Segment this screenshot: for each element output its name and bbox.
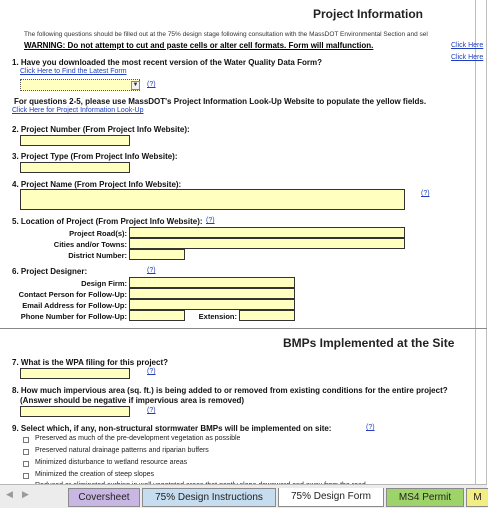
tab-coversheet[interactable]: Coversheet — [68, 488, 140, 507]
email-address-label: Email Address for Follow-Up: — [22, 301, 127, 310]
help-icon-q6[interactable]: (?) — [147, 267, 156, 274]
cities-towns-field[interactable] — [129, 238, 405, 249]
help-icon-q9[interactable]: (?) — [366, 424, 375, 431]
wpa-filing-field[interactable] — [20, 368, 130, 379]
tab-ms4-permit[interactable]: MS4 Permit — [386, 488, 464, 507]
tab-75-design-form[interactable]: 75% Design Form — [278, 488, 384, 507]
bmp-option-checkbox[interactable] — [23, 449, 29, 455]
question-5-label: 5. Location of Project (From Project Info Website): — [12, 217, 203, 226]
section-divider — [0, 328, 487, 329]
click-here-link-1[interactable]: Click Here — [451, 42, 484, 49]
impervious-area-field[interactable] — [20, 406, 130, 417]
contact-person-field[interactable] — [129, 288, 295, 299]
project-name-field[interactable] — [20, 189, 405, 210]
click-here-link-2[interactable]: Click Here — [451, 54, 484, 61]
extension-label: Extension: — [198, 312, 237, 321]
cities-towns-label: Cities and/or Towns: — [53, 240, 127, 249]
page-title: Project Information — [313, 7, 424, 21]
download-answer-dropdown[interactable] — [20, 79, 140, 91]
question-3-label: 3. Project Type (From Project Info Website): — [12, 152, 178, 161]
project-number-field[interactable] — [20, 135, 130, 146]
question-9-label: 9. Select which, if any, non-structural stormwater BMPs will be implemented on site: — [12, 424, 332, 433]
bmp-option-label: Minimized the creation of steep slopes — [35, 471, 155, 478]
design-firm-label: Design Firm: — [81, 279, 127, 288]
column-divider — [486, 0, 487, 484]
instructions-q2-5: For questions 2-5, please use MassDOT's Project Information Look-Up Website to populate the yellow fields. — [14, 97, 427, 106]
question-6-label: 6. Project Designer: — [12, 267, 88, 276]
warning-text: WARNING: Do not attempt to cut and paste cells or alter cell formats. Form will malfunction. — [24, 41, 374, 50]
project-type-field[interactable] — [20, 162, 130, 173]
extension-field[interactable] — [239, 310, 295, 321]
tab-m[interactable]: M — [466, 488, 488, 507]
question-2-label: 2. Project Number (From Project Info Website): — [12, 125, 190, 134]
bmps-section-title: BMPs Implemented at the Site — [283, 336, 455, 350]
intro-text: The following questions should be filled out at the 75% design stage following consultation with the MassDOT Environmental Section and sel — [24, 31, 428, 38]
help-icon-q7[interactable]: (?) — [147, 368, 156, 375]
bmp-option-checkbox[interactable] — [23, 473, 29, 479]
help-icon-q4[interactable]: (?) — [421, 190, 430, 197]
email-address-field[interactable] — [129, 299, 295, 310]
question-8-note: (Answer should be negative if impervious area is removed) — [20, 396, 245, 405]
question-7-label: 7. What is the WPA filing for this project? — [12, 358, 168, 367]
question-1-label: 1. Have you downloaded the most recent version of the Water Quality Data Form? — [12, 58, 322, 67]
column-divider — [475, 0, 476, 484]
contact-person-label: Contact Person for Follow-Up: — [18, 290, 127, 299]
design-firm-field[interactable] — [129, 277, 295, 288]
scroll-tabs-left-icon[interactable]: ◀ — [6, 489, 13, 499]
help-icon-q1[interactable]: (?) — [147, 81, 156, 88]
district-number-label: District Number: — [68, 251, 127, 260]
lookup-website-link[interactable]: Click Here for Project Information Look-Up — [12, 107, 144, 114]
help-icon-q5[interactable]: (?) — [206, 217, 215, 224]
dropdown-arrow-icon[interactable]: ▼ — [132, 82, 139, 88]
phone-number-field[interactable] — [129, 310, 185, 321]
sheet-tab-bar — [0, 484, 487, 508]
bmp-option-label: Preserved natural drainage patterns and riparian buffers — [35, 447, 209, 454]
question-8-label: 8. How much impervious area (sq. ft.) is being added to or removed from existing conditions for the entire project? — [12, 386, 448, 395]
help-icon-q8[interactable]: (?) — [147, 407, 156, 414]
tab-75-design-instructions[interactable]: 75% Design Instructions — [142, 488, 276, 507]
bmp-option-label: Preserved as much of the pre-development vegetation as possible — [35, 435, 241, 442]
latest-form-link[interactable]: Click Here to Find the Latest Form — [20, 68, 127, 75]
project-roads-field[interactable] — [129, 227, 405, 238]
phone-number-label: Phone Number for Follow-Up: — [20, 312, 127, 321]
question-4-label: 4. Project Name (From Project Info Website): — [12, 180, 182, 189]
bmp-option-label: Minimized disturbance to wetland resource areas — [35, 459, 188, 466]
bmp-option-checkbox[interactable] — [23, 461, 29, 467]
project-roads-label: Project Road(s): — [69, 229, 127, 238]
district-number-field[interactable] — [129, 249, 185, 260]
scroll-tabs-right-icon[interactable]: ▶ — [22, 489, 29, 499]
bmp-option-checkbox[interactable] — [23, 437, 29, 443]
